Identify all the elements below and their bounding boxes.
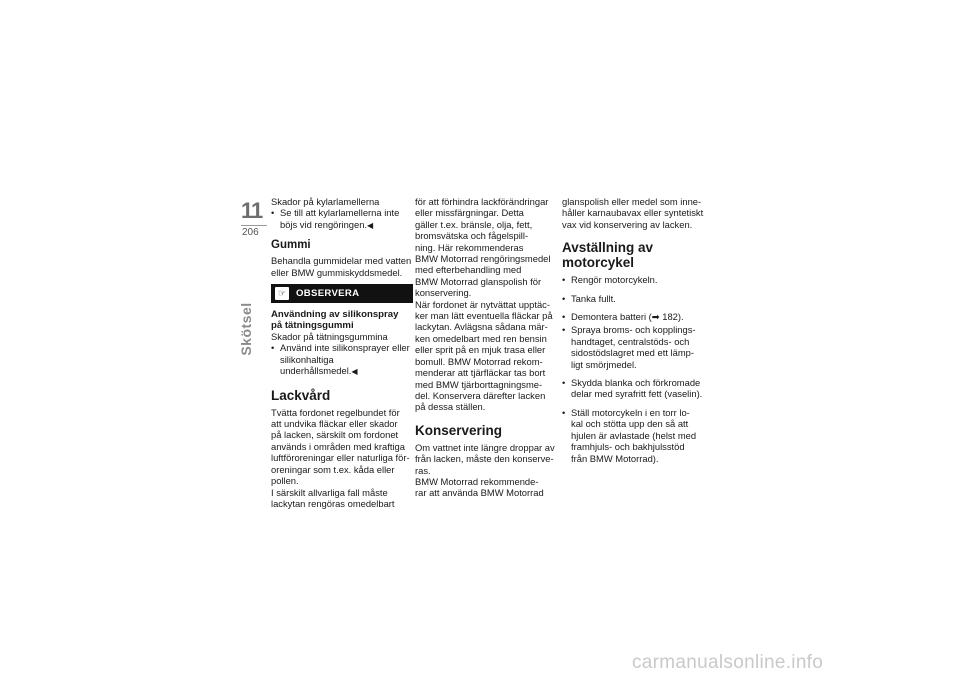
bullet-icon: •	[562, 406, 566, 418]
section-tab	[236, 302, 256, 356]
list-item: • Använd inte silikonsprayer eller silikonhaltiga underhållsmedel.◀	[271, 342, 410, 377]
bullet-icon: •	[271, 207, 275, 219]
cooler-fins-intro: Skador på kylarlamellerna	[271, 196, 380, 207]
list-item: • Rengör motorcykeln.	[562, 274, 658, 286]
bullet-icon: •	[562, 311, 566, 323]
watermark-text: carmanualsonline.info	[632, 652, 824, 673]
bullet-icon: •	[562, 377, 566, 389]
column-3	[562, 196, 704, 464]
heading-konservering: Konservering	[415, 422, 503, 438]
konservering-text: Om vattnet inte längre droppar av från lacken, måste den konserve- ras. BMW Motorrad rekommende- rar att använda BMW Motorrad	[415, 441, 555, 499]
list-item: • Skydda blanka och förkromade delar med syrafritt fett (vaselin).	[562, 377, 703, 400]
triangle-left-icon: ◀	[367, 220, 374, 230]
chapter-divider	[241, 225, 267, 226]
lackvard-text: Tvätta fordonet regelbundet för att undvika fläckar eller skador på lacken, särskilt om fordonet används i områden med kraftiga luftföroreningar eller naturliga för- oreningar som t.ex. kåda eller pollen. I särskilt allvarliga fall måste lackytan rengöras omedelbart	[271, 406, 410, 509]
list-item: • Tanka fullt.	[562, 292, 616, 304]
notice-banner	[271, 284, 413, 303]
gummi-text: Behandla gummidelar med vatten eller BMW gummiskyddsmedel.	[271, 255, 412, 278]
column-2	[415, 196, 557, 499]
list-item: • Se till att kylarlamellerna inte böjs vid rengöringen.◀	[271, 207, 400, 230]
page-number: 206	[242, 227, 259, 238]
seal-damage-text: Skador på tätningsgummina	[271, 331, 388, 343]
paint-care-text: för att förhindra lackförändringar eller missfärgningar. Detta gäller t.ex. bränsle, olja, fett, bromsvätska och fågelspill- ning. Här rekommenderas BMW Motorrad rengöringsmedel med efterbehandling med BMW Motorrad glanspolish för konservering. När fordonet är nytvättat upptäc- ker man lätt eventuella fläckar på lackytan. Avlägsna sådana mär- ken omedelbart med ren bensin eller sprit på en mjuk trasa eller bomull. BMW Motorrad rekom- menderar att tjärfläckar tas bort med BMW tjärborttagningsme- del. Konservera därefter lacken på dessa ställen.	[415, 196, 553, 413]
heading-lackvard: Lackvård	[271, 387, 331, 403]
page-reference: 182).	[659, 311, 684, 323]
arrow-right-icon: ➡	[651, 311, 660, 323]
section-tab-label: Skötsel	[238, 302, 254, 356]
list-item: • Ställ motorcykeln i en torr lo- kal och stötta upp den så att hjulen är avlastade (helst med framhjuls- och bakhjulsstöd från BMW Motorrad).	[562, 406, 697, 464]
heading-avstallning: Avställning av motorcykel	[562, 240, 654, 271]
heading-gummi: Gummi	[271, 239, 311, 252]
chapter-number: 11	[241, 198, 263, 223]
list-item: • Demontera batteri (➡ 182).	[562, 311, 684, 323]
bullet-icon: •	[562, 324, 566, 336]
notice-label: OBSERVERA	[296, 287, 360, 299]
column-1	[271, 196, 413, 509]
list-item: • Spraya broms- och kopplings- handtaget, centralstöds- och sidostödslagret med ett lämp- ligt smörjmedel.	[562, 324, 696, 370]
heading-silicone-spray: Användning av silikonspray på tätningsgummi	[271, 309, 399, 332]
konservering-cont-text: glanspolish eller medel som inne- håller karnaubavax eller syntetiskt vax vid konservering av lacken.	[562, 196, 704, 230]
bullet-icon: •	[562, 274, 566, 286]
bullet-icon: •	[271, 342, 275, 354]
hand-warning-icon: ☞	[275, 287, 289, 300]
bullet-icon: •	[562, 292, 566, 304]
triangle-left-icon: ◀	[351, 367, 358, 377]
